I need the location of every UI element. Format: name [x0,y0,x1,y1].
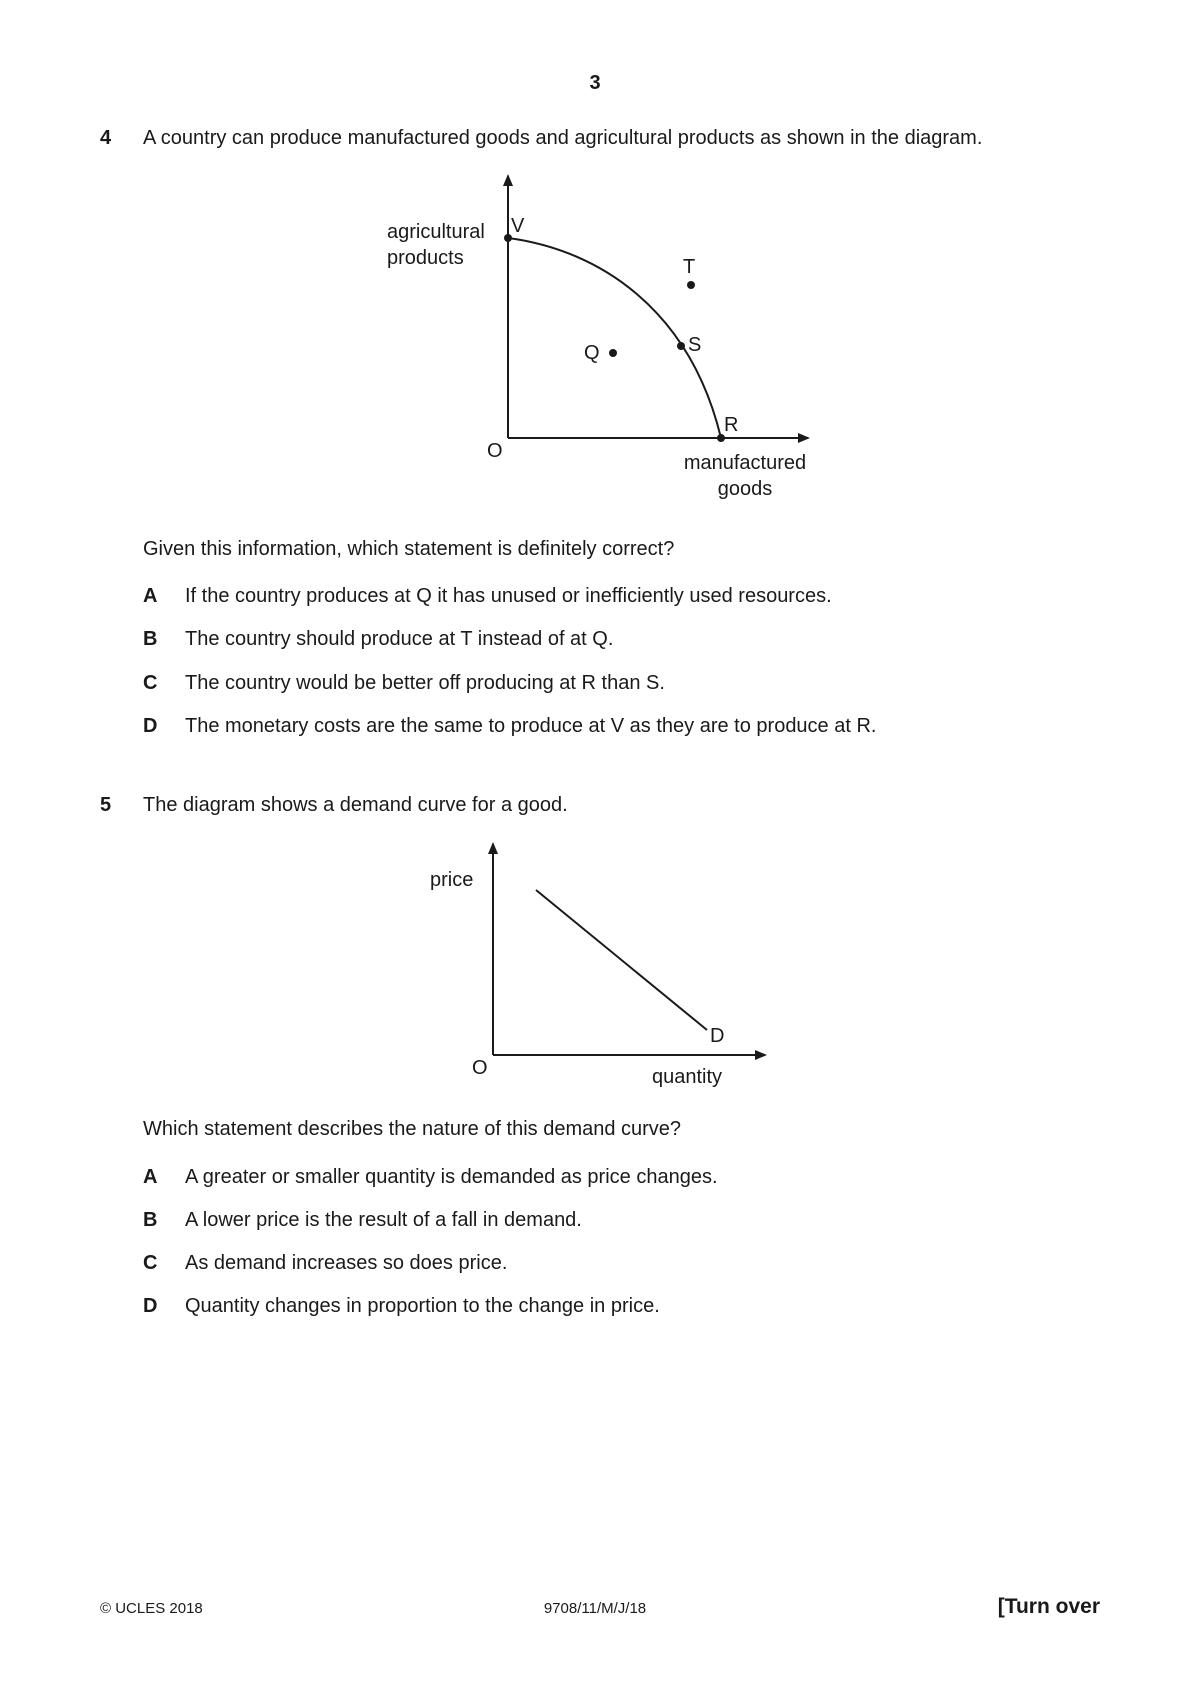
q5-option-c-letter: C [143,1252,158,1274]
ppf-y-label-1: agricultural [387,221,485,243]
demand-curve [536,890,707,1030]
question-4-prompt: Given this information, which statement is definitely correct? [143,538,675,560]
q5-option-d-letter: D [143,1295,158,1317]
question-5-number: 5 [100,794,112,816]
question-4-stem: A country can produce manufactured goods and agricultural products as shown in the diagram. [143,127,983,149]
ppf-label-r: R [724,414,739,436]
q4-option-d-text: The monetary costs are the same to produce at V as they are to produce at R. [185,715,877,737]
q4-option-a-letter: A [143,585,158,607]
footer-paper-code: 9708/11/M/J/18 [543,1600,647,1617]
question-5-stem: The diagram shows a demand curve for a good. [143,794,568,816]
demand-diagram [420,838,780,1098]
q5-option-b-text: A lower price is the result of a fall in demand. [185,1209,582,1231]
ppf-label-s: S [688,334,702,356]
q5-option-c-text: As demand increases so does price. [185,1252,508,1274]
ppf-label-v: V [511,215,525,237]
footer-copyright: © UCLES 2018 [100,1600,203,1617]
ppf-x-label-2: goods [717,478,773,500]
q4-option-b-text: The country should produce at T instead of at Q. [185,628,614,650]
q4-option-c-text: The country would be better off producing at R than S. [185,672,665,694]
point-t [687,281,695,289]
demand-x-label: quantity [652,1066,723,1088]
ppf-y-label-2: products [387,247,464,269]
q4-option-a-text: If the country produces at Q it has unused or inefficiently used resources. [185,585,832,607]
ppf-label-q: Q [584,342,600,364]
demand-curve-label: D [710,1025,725,1047]
question-5-prompt: Which statement describes the nature of this demand curve? [143,1118,682,1140]
q5-option-a-text: A greater or smaller quantity is demanded as price changes. [185,1166,718,1188]
q5-option-b-letter: B [143,1209,158,1231]
question-4-number: 4 [100,127,112,149]
ppf-diagram [370,170,830,515]
point-s [677,342,685,350]
q4-option-d-letter: D [143,715,158,737]
ppf-origin-label: O [487,440,503,462]
ppf-label-t: T [683,256,696,278]
demand-origin-label: O [472,1057,488,1079]
point-q [609,349,617,357]
q4-option-b-letter: B [143,628,158,650]
q5-option-a-letter: A [143,1166,158,1188]
page-number: 3 [589,72,601,94]
q4-option-c-letter: C [143,672,158,694]
demand-y-label: price [430,869,474,891]
q5-option-d-text: Quantity changes in proportion to the change in price. [185,1295,660,1317]
ppf-x-label-1: manufactured [683,452,807,474]
footer-turn-over: [Turn over [997,1595,1100,1618]
